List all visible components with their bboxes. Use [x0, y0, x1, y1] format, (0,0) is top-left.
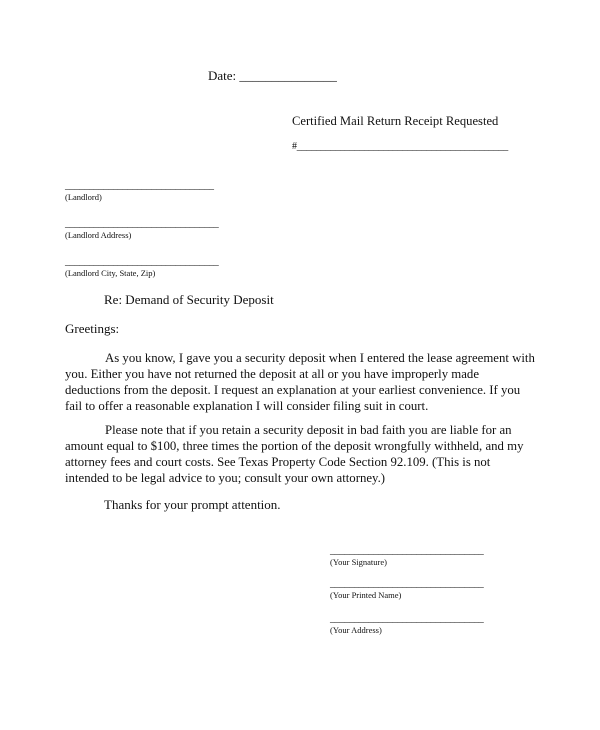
signature-line: ________________________________ — [330, 545, 484, 556]
date-field: Date: _______________ — [208, 68, 337, 83]
paragraph-2: Please note that if you retain a security deposit in bad faith you are liable for an amount equal to $100, three times the portion of the deposit wrongfully withheld, and my attorney fees and court costs. See Texas Property Code Section 92.109. (This is not intended to be legal advice to you; consult your own attorney.) — [65, 423, 524, 485]
your-address-caption: (Your Address) — [330, 625, 382, 635]
landlord-caption: (Landlord) — [65, 192, 102, 202]
landlord-city-caption: (Landlord City, State, Zip) — [65, 268, 156, 278]
your-address-line: ________________________________ — [330, 613, 484, 624]
signature-caption: (Your Signature) — [330, 557, 387, 567]
closing-line: Thanks for your prompt attention. — [104, 497, 281, 512]
landlord-city-line: ________________________________ — [65, 256, 219, 267]
landlord-address-line: ________________________________ — [65, 218, 219, 229]
paragraph-1: As you know, I gave you a security deposit when I entered the lease agreement with you. Either you have not returned the deposit at all or you have improperly made deductions from the deposit. I request an explanation at your earliest convenience. If you fail to offer a reasonable explanation I will consider filing suit in court. — [65, 351, 535, 413]
greeting: Greetings: — [65, 321, 120, 336]
tracking-number-line: #____________________________________________ — [292, 141, 509, 152]
printed-name-line: ________________________________ — [330, 578, 484, 589]
subject-line: Re: Demand of Security Deposit — [104, 292, 274, 307]
landlord-line: _______________________________ — [65, 180, 214, 191]
certified-mail-notice: Certified Mail Return Receipt Requested — [292, 114, 499, 128]
landlord-address-caption: (Landlord Address) — [65, 230, 132, 240]
printed-name-caption: (Your Printed Name) — [330, 590, 402, 600]
